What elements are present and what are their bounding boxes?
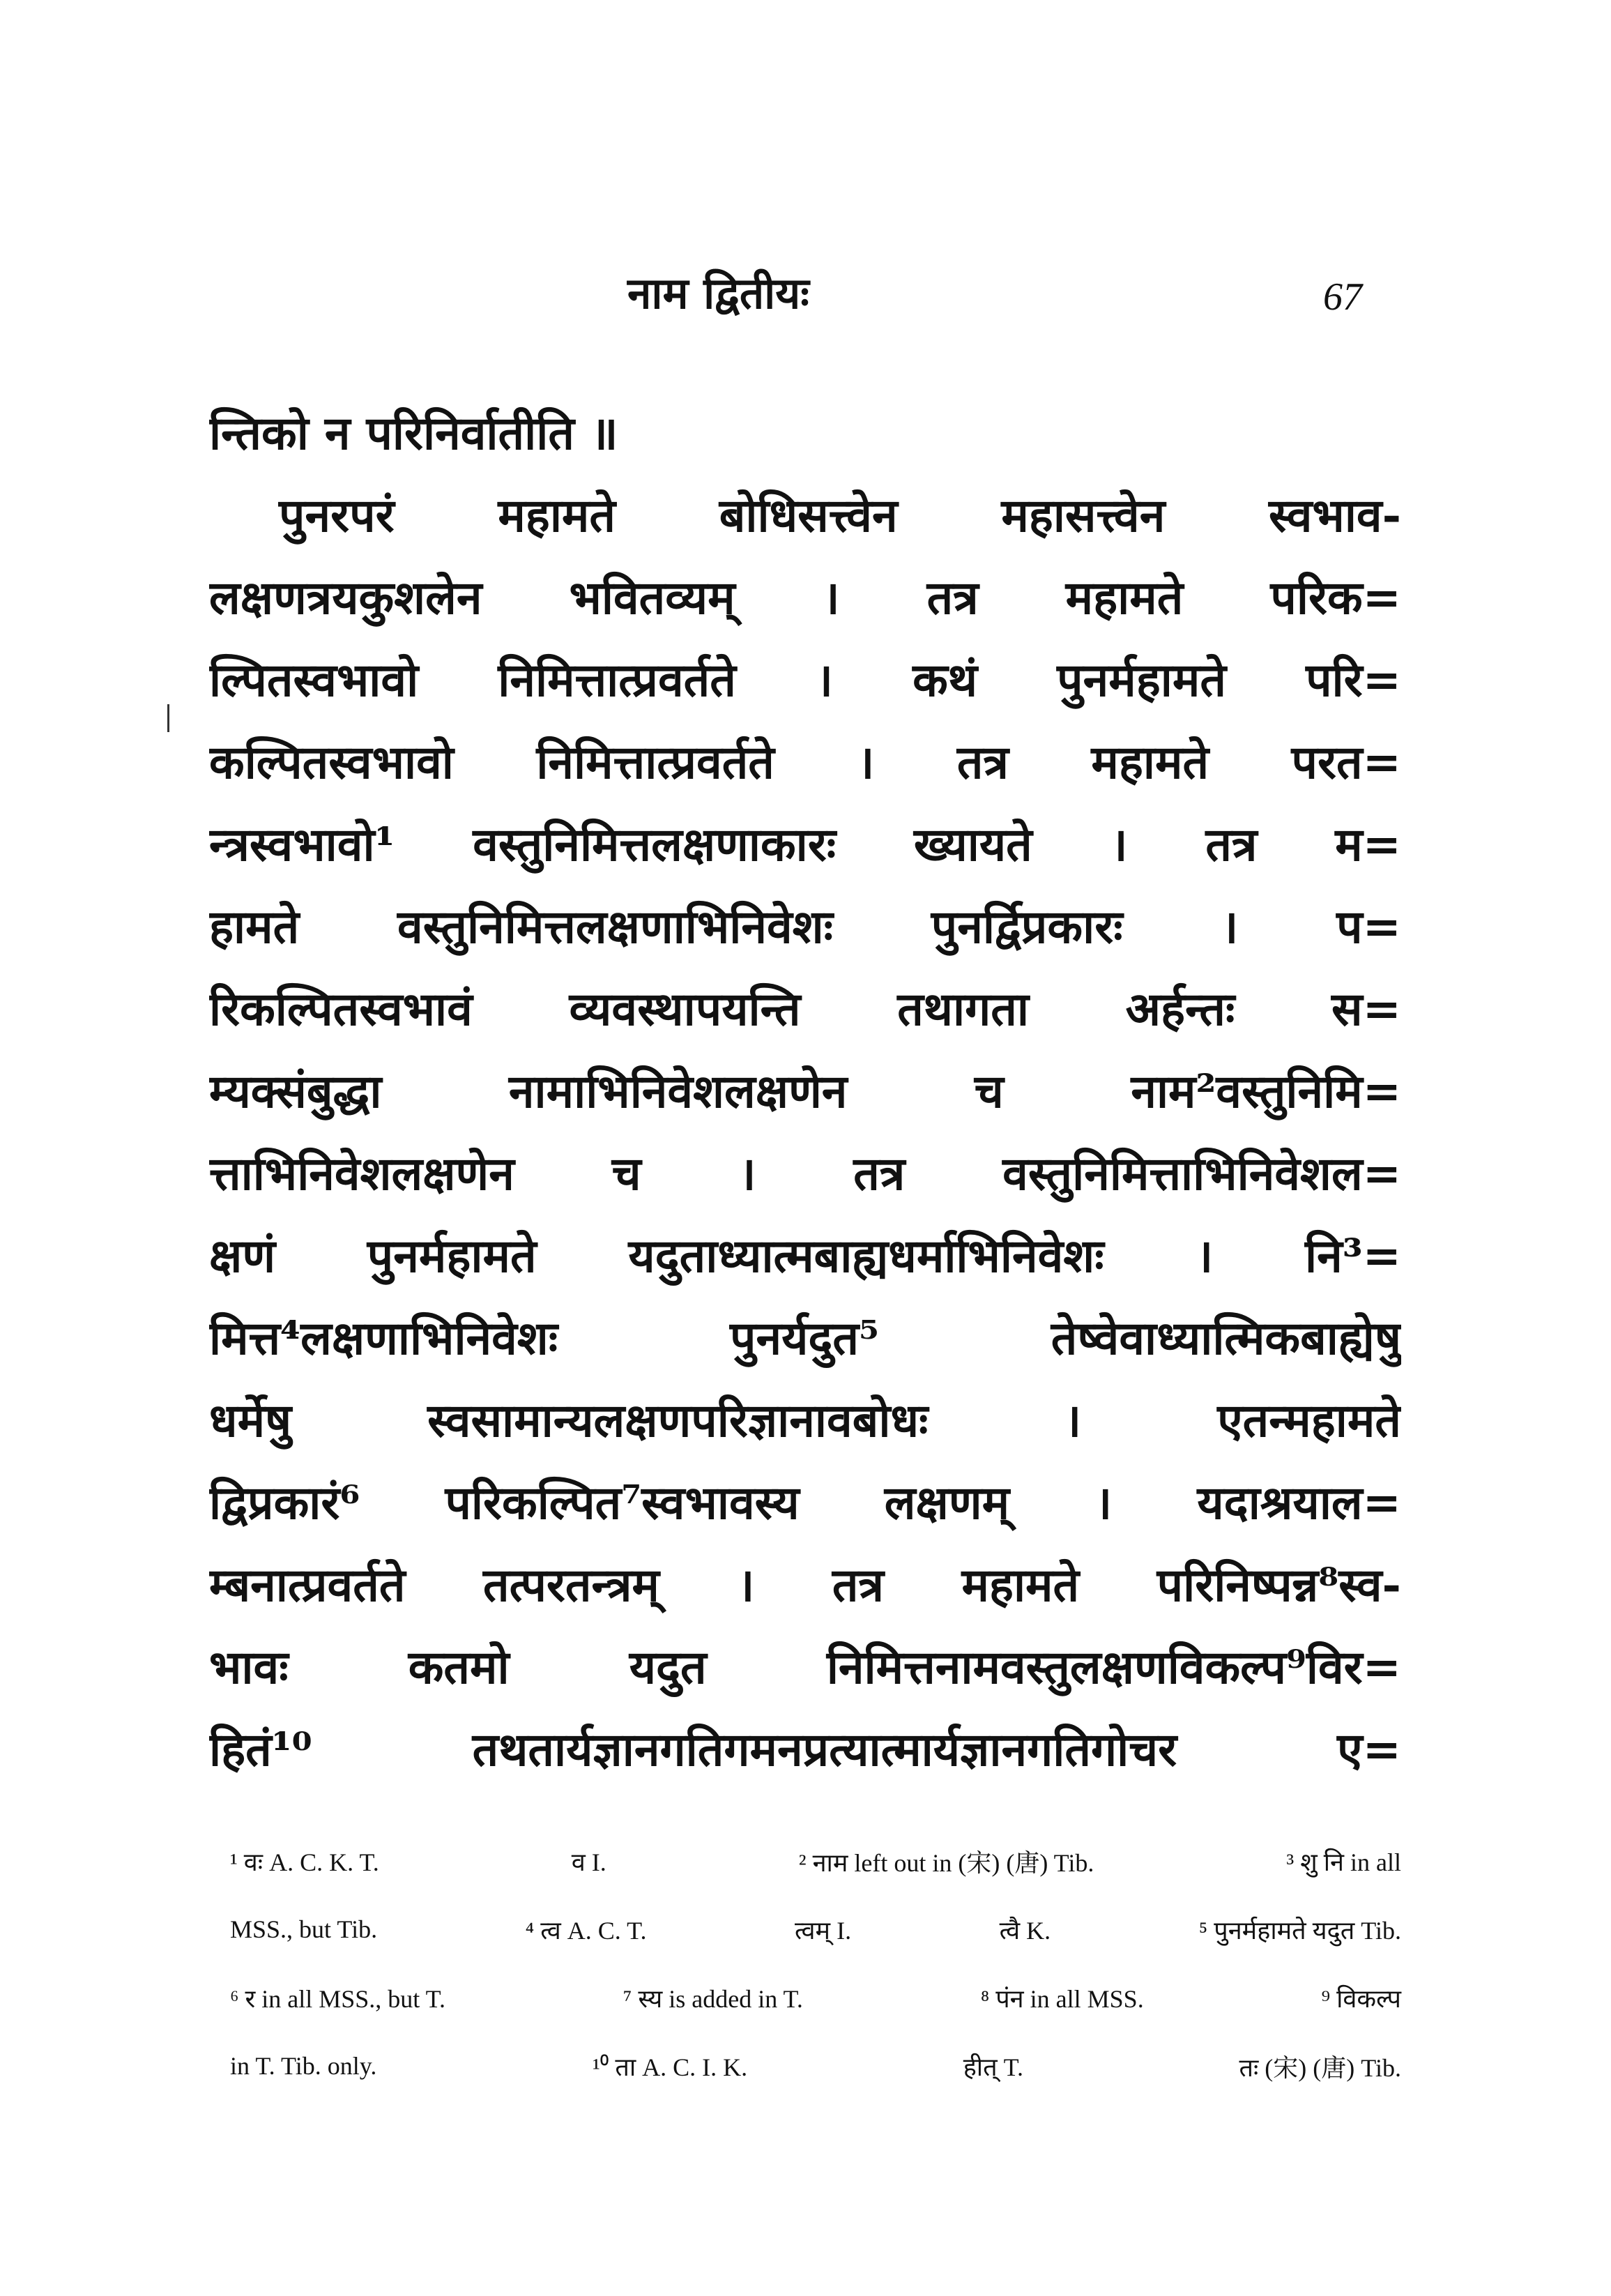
text-word: ए= bbox=[1337, 1722, 1401, 1777]
text-word: परि= bbox=[1306, 653, 1401, 707]
text-word: पुनर्महामते bbox=[1057, 653, 1226, 707]
text-word: यदुताध्यात्मबाह्यधर्माभिनिवेशः bbox=[628, 1229, 1104, 1283]
text-line bbox=[209, 966, 1401, 1049]
text-word: अर्हन्तः bbox=[1125, 982, 1235, 1036]
footnote-entry: ⁷ स्य is added in T. bbox=[623, 1984, 803, 2013]
text-word: । bbox=[1094, 1475, 1113, 1530]
footnote-entry: ⁶ र in all MSS., but T. bbox=[230, 1984, 445, 2013]
text-line bbox=[209, 1213, 1401, 1295]
text-line bbox=[209, 637, 1401, 720]
text-word: मित्त⁴लक्षणाभिनिवेशः bbox=[209, 1311, 558, 1365]
text-word: यदाश्रयाल= bbox=[1197, 1475, 1401, 1530]
text-word: । bbox=[857, 735, 875, 789]
footnote-entry: ⁹ विकल्प bbox=[1321, 1984, 1401, 2013]
footnote-line bbox=[230, 1895, 1401, 1963]
footnote-entry: ⁸ पंन in all MSS. bbox=[980, 1984, 1144, 2013]
footnote-entry: ¹ वः A. C. K. T. bbox=[230, 1848, 379, 1876]
text-word: परिनिष्पन्न⁸स्व- bbox=[1156, 1558, 1401, 1612]
text-word: परिनिर्वातीति bbox=[366, 406, 574, 460]
footnotes bbox=[230, 1827, 1401, 2100]
text-word: । bbox=[1110, 817, 1128, 872]
text-word: म्बनात्प्रवर्तते bbox=[209, 1558, 406, 1612]
text-line bbox=[209, 1295, 1401, 1378]
text-word: म= bbox=[1335, 817, 1401, 872]
text-word: तत्र bbox=[1205, 817, 1258, 872]
text-line bbox=[209, 1378, 1401, 1460]
text-word: । bbox=[1196, 1229, 1214, 1283]
page-number: 67 bbox=[1323, 275, 1362, 319]
text-word: स्वसामान्यलक्षणपरिज्ञानावबोधः bbox=[427, 1393, 929, 1447]
text-word: पुनर्यदुत⁵ bbox=[729, 1311, 879, 1365]
footnote-entry: हीत् T. bbox=[963, 2053, 1023, 2081]
text-word: निमित्तात्प्रवर्तते bbox=[536, 735, 774, 789]
text-word: म्यक्संबुद्धा bbox=[209, 1064, 382, 1118]
text-line bbox=[209, 720, 1401, 802]
text-word: भावः bbox=[209, 1640, 289, 1694]
text-word: लक्षणम् bbox=[884, 1475, 1010, 1530]
footnote-entry: तः (宋) (唐) Tib. bbox=[1239, 2053, 1401, 2082]
text-word: । bbox=[822, 570, 840, 625]
text-word: रिकल्पितस्वभावं bbox=[209, 982, 473, 1036]
footnote-line bbox=[230, 1827, 1401, 1895]
text-word: पुनर्महामते bbox=[367, 1229, 537, 1283]
text-line bbox=[209, 802, 1401, 884]
text-word: ल्पितस्वभावो bbox=[209, 653, 419, 707]
footnote-entry: ⁵ पुनर्महामते यदुत Tib. bbox=[1198, 1916, 1401, 1945]
text-word: हितं¹⁰ bbox=[209, 1722, 312, 1777]
text-word: महासत्त्वेन bbox=[1001, 488, 1166, 542]
text-word: महामते bbox=[1065, 570, 1184, 625]
text-word: क्षणं bbox=[209, 1229, 276, 1283]
text-word: ख्यायते bbox=[913, 817, 1032, 872]
text-word: लक्षणत्रयकुशलेन bbox=[209, 570, 482, 625]
text-word: न्त्रस्वभावो¹ bbox=[209, 817, 395, 872]
text-word: त्ताभिनिवेशलक्षणेन bbox=[209, 1146, 514, 1201]
text-line bbox=[209, 1131, 1401, 1213]
text-word: पुनरपरं bbox=[279, 488, 395, 542]
text-word: प= bbox=[1336, 899, 1401, 954]
text-word: तेष्वेवाध्यात्मिकबाह्येषु bbox=[1051, 1311, 1401, 1365]
footnote-entry: त्वम् I. bbox=[795, 1916, 852, 1945]
text-line bbox=[209, 473, 1401, 555]
text-word: । bbox=[737, 1558, 755, 1612]
margin-mark bbox=[167, 704, 169, 732]
text-word: तत्र bbox=[853, 1146, 906, 1201]
text-word: कथं bbox=[913, 653, 978, 707]
text-word: तत्र bbox=[956, 735, 1009, 789]
text-word: न्तिको bbox=[209, 406, 309, 460]
footnote-entry: in T. Tib. only. bbox=[230, 2052, 377, 2080]
text-word: नि³= bbox=[1305, 1229, 1401, 1283]
text-word: नामाभिनिवेशलक्षणेन bbox=[508, 1064, 848, 1118]
footnote-entry: त्वै K. bbox=[999, 1916, 1051, 1945]
text-word: तत्र bbox=[926, 570, 979, 625]
text-word: वस्तुनिमित्तलक्षणाकारः bbox=[473, 817, 837, 872]
text-word: स= bbox=[1331, 982, 1401, 1036]
text-word: महामते bbox=[961, 1558, 1080, 1612]
text-word: कतमो bbox=[408, 1640, 510, 1694]
text-line bbox=[209, 1707, 1401, 1789]
text-word: पुनर्द्विप्रकारः bbox=[931, 899, 1123, 954]
text-line bbox=[209, 1542, 1401, 1625]
text-word: वस्तुनिमित्ताभिनिवेशल= bbox=[1002, 1146, 1401, 1201]
text-word: द्विप्रकारं⁶ bbox=[209, 1475, 360, 1530]
text-word: वस्तुनिमित्तलक्षणाभिनिवेशः bbox=[397, 899, 833, 954]
footnote-entry: ¹⁰ ता A. C. I. K. bbox=[592, 2053, 748, 2081]
footnote-entry: ⁴ त्व A. C. T. bbox=[525, 1916, 647, 1945]
text-word: निमित्तनामवस्तुलक्षणविकल्प⁹विर= bbox=[826, 1640, 1401, 1694]
text-word: नाम²वस्तुनिमि= bbox=[1131, 1064, 1401, 1118]
text-word: । bbox=[738, 1146, 756, 1201]
text-word: बोधिसत्त्वेन bbox=[719, 488, 898, 542]
text-word: परिकल्पित⁷स्वभावस्य bbox=[445, 1475, 800, 1530]
text-word: च bbox=[974, 1064, 1004, 1118]
text-word: कल्पितस्वभावो bbox=[209, 735, 454, 789]
text-word: धर्मेषु bbox=[209, 1393, 292, 1447]
text-word: ॥ bbox=[590, 406, 618, 460]
text-word: तथागता bbox=[897, 982, 1029, 1036]
footnote-line bbox=[230, 1963, 1401, 2032]
text-word: परिक= bbox=[1270, 570, 1401, 625]
text-line bbox=[209, 1625, 1401, 1707]
text-line bbox=[209, 390, 1401, 473]
footnote-line bbox=[230, 2032, 1401, 2100]
running-title: नाम द्वितीयः bbox=[627, 268, 809, 319]
text-word: तत्र bbox=[832, 1558, 884, 1612]
text-word: व्यवस्थापयन्ति bbox=[569, 982, 801, 1036]
footnote-entry: ³ शु नि in all bbox=[1286, 1848, 1401, 1876]
footnote-entry: MSS., but Tib. bbox=[230, 1915, 378, 1943]
footnote-entry: ² नाम left out in (宋) (唐) Tib. bbox=[798, 1848, 1094, 1877]
text-word: परत= bbox=[1291, 735, 1401, 789]
text-line bbox=[209, 884, 1401, 966]
text-word: भवितव्यम् bbox=[569, 570, 735, 625]
text-line bbox=[209, 1049, 1401, 1131]
text-line bbox=[209, 1460, 1401, 1542]
text-word: यदुत bbox=[629, 1640, 707, 1694]
text-word: न bbox=[324, 406, 351, 460]
text-word: च bbox=[611, 1146, 641, 1201]
text-word: महामते bbox=[1091, 735, 1209, 789]
main-text bbox=[209, 390, 1401, 1789]
text-word: महामते bbox=[498, 488, 616, 542]
text-line bbox=[209, 555, 1401, 637]
text-word: एतन्महामते bbox=[1217, 1393, 1401, 1447]
text-word: निमित्तात्प्रवर्तते bbox=[498, 653, 736, 707]
text-word: तत्परतन्त्रम् bbox=[482, 1558, 659, 1612]
text-word: स्वभाव- bbox=[1269, 488, 1401, 542]
text-word: हामते bbox=[209, 899, 300, 954]
footnote-entry: व I. bbox=[571, 1848, 606, 1876]
text-word: । bbox=[1064, 1393, 1082, 1447]
text-word: तथतार्यज्ञानगतिगमनप्रत्यात्मार्यज्ञानगतिगोचर bbox=[472, 1722, 1177, 1777]
text-word: । bbox=[816, 653, 834, 707]
text-word: । bbox=[1221, 899, 1239, 954]
